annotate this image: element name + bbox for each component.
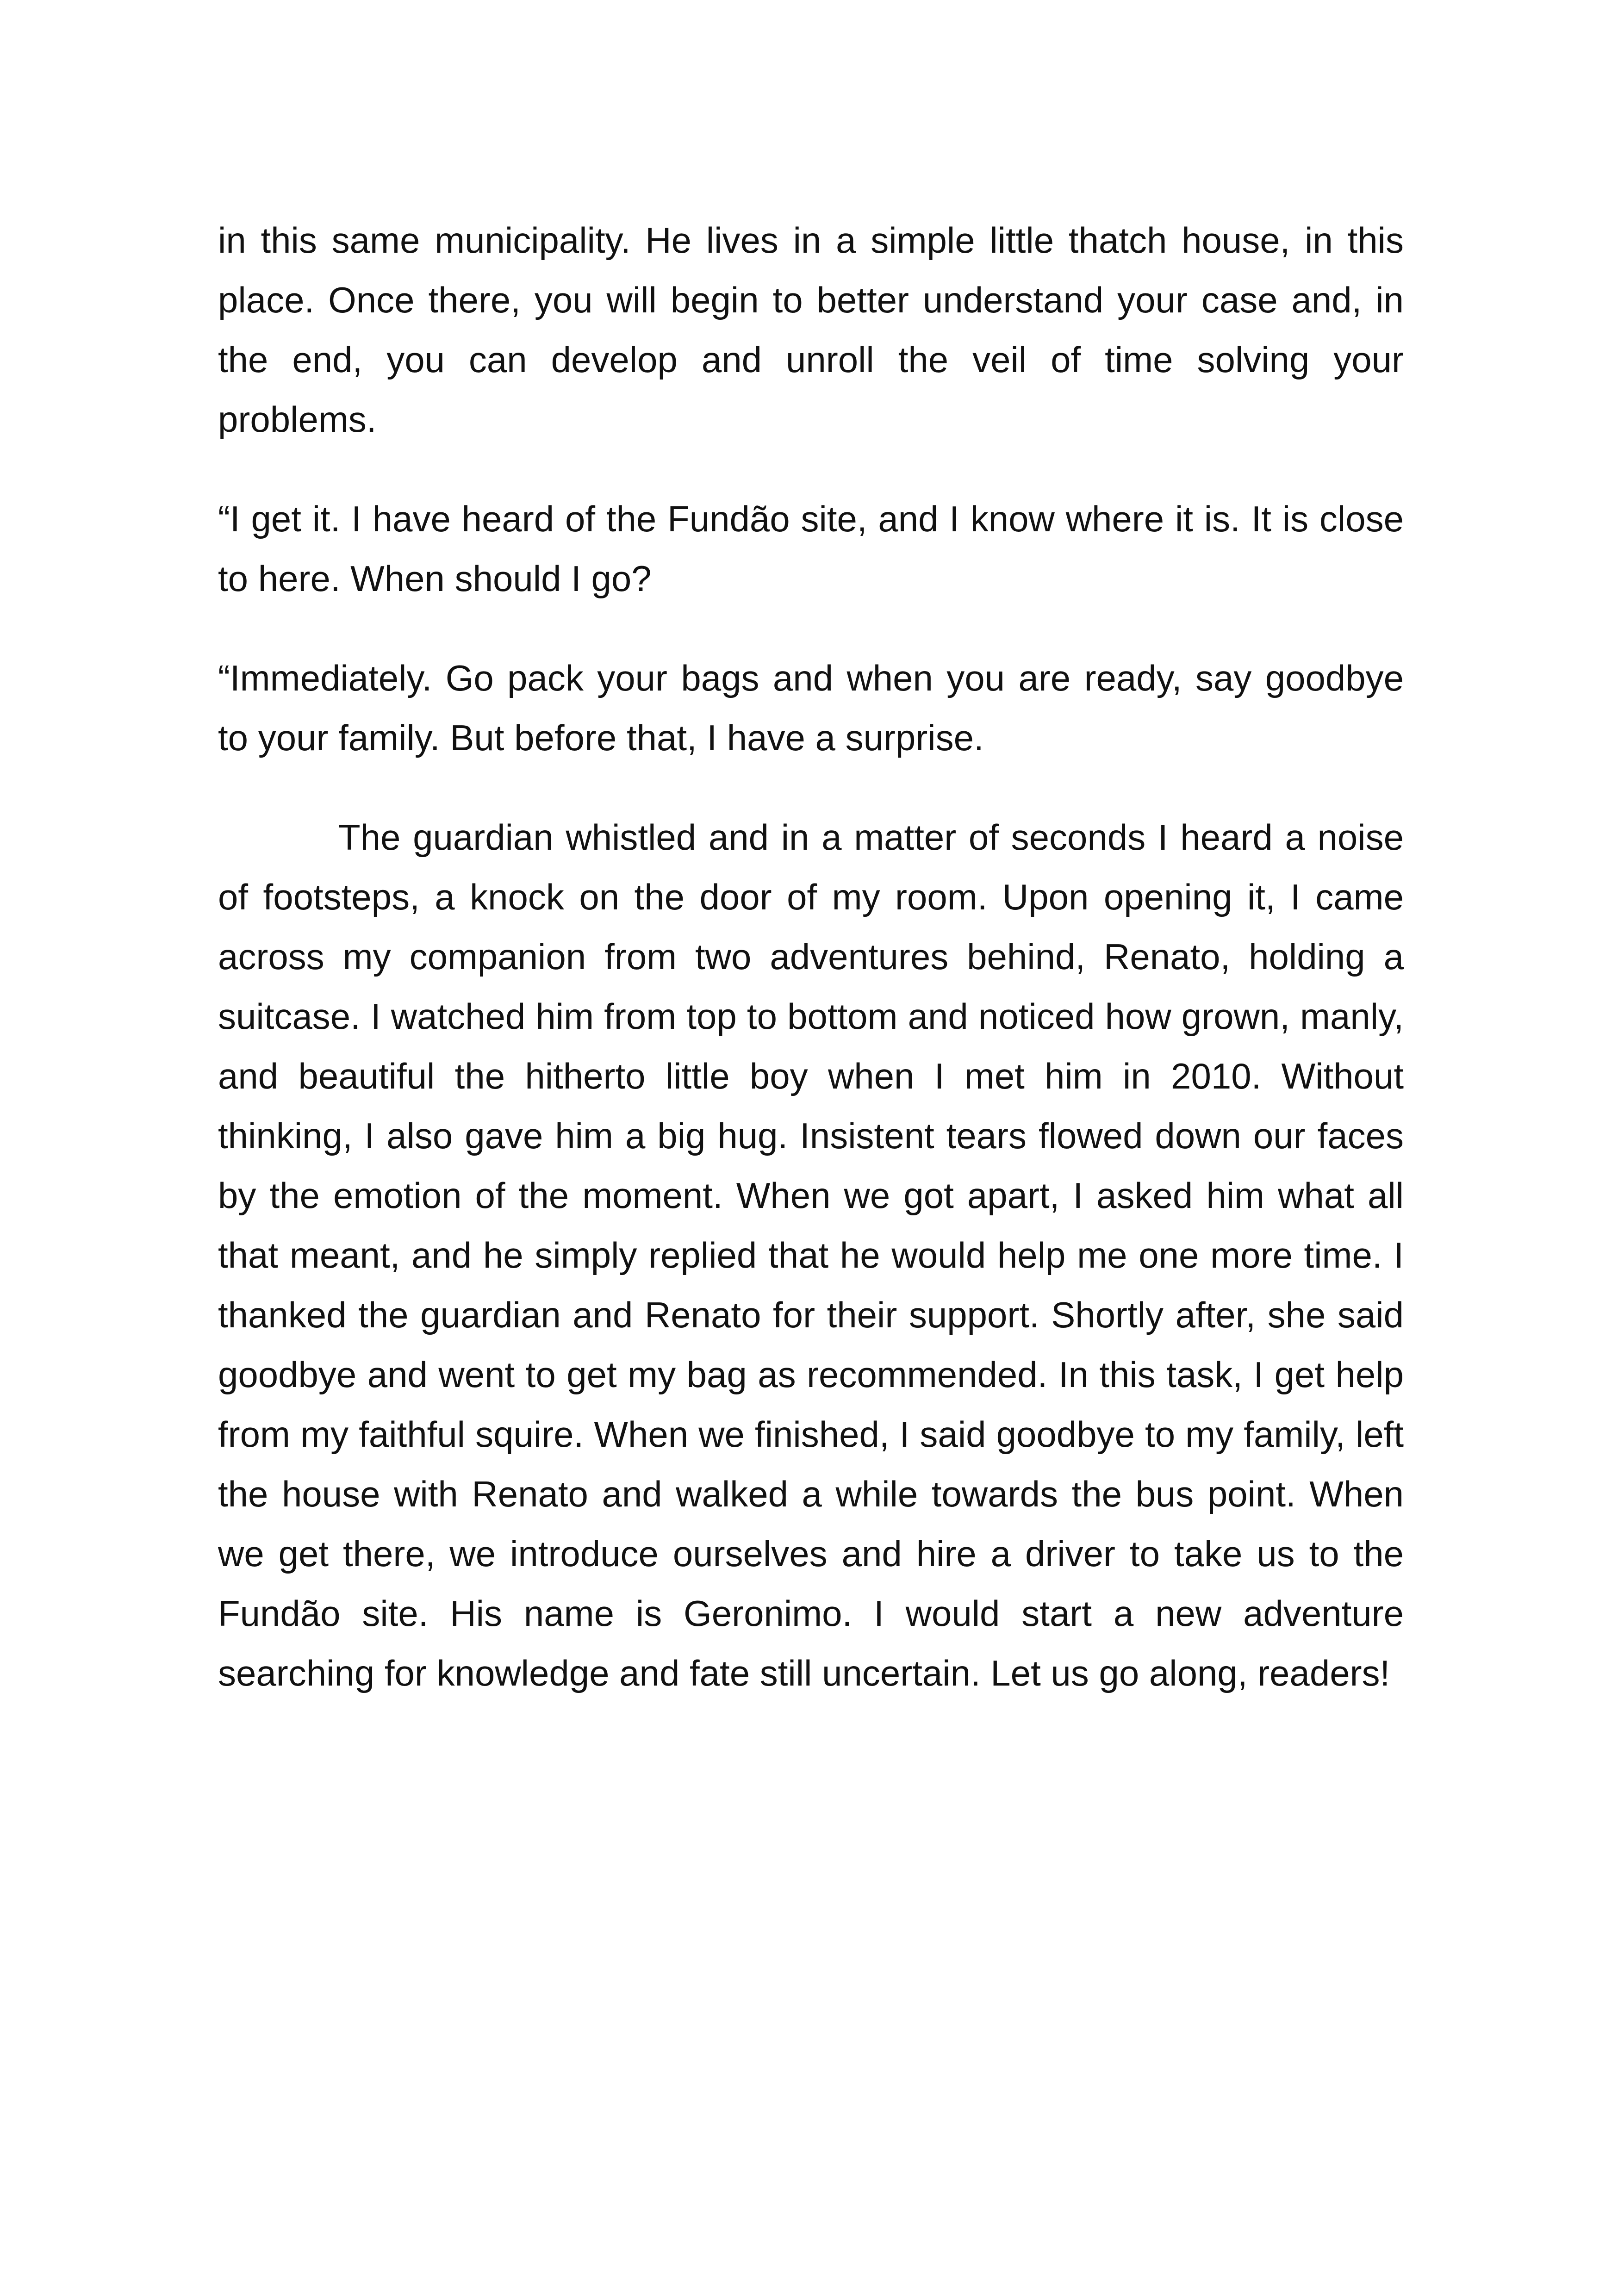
paragraph-narrative: The guardian whistled and in a matter of seconds I heard a noise of footsteps, a knock on the door of my room. Upon opening it, I came across my companion from two adventures behind, Renato, holding a suitcase. I watched him from top to bottom and noticed how grown, manly, and beautiful the hitherto little boy when I met him in 2010. Without thinking, I also gave him a big hug. Insistent tears flowed down our faces by the emotion of the moment. When we got apart, I asked him what all that meant, and he simply replied that he would help me one more time. I thanked the guardian and Renato for their support. Shortly after, she said goodbye and went to get my bag as recommended. In this task, I get help from my faithful squire. When we finished, I said goodbye to my family, left the house with Renato and walked a while towards the bus point. When we get there, we introduce ourselves and hire a driver to take us to the Fundão site. His name is Geronimo. I would start a new adventure searching for knowledge and fate still uncertain. Let us go along, readers! [218, 817, 1404, 1693]
paragraph-dialogue-answer: “Immediately. Go pack your bags and when you are ready, say goodbye to your family. But before that, I have a surprise. [218, 658, 1404, 758]
paragraph-dialogue-question: “I get it. I have heard of the Fundão site, and I know where it is. It is close to here. When should I go? [218, 498, 1404, 599]
paragraph-continuation: in this same municipality. He lives in a simple little thatch house, in this place. Once there, you will begin to better understand your case and, in the end, you can develop and unroll the veil of time solving your problems. [218, 220, 1404, 440]
body-text [218, 211, 1404, 1743]
